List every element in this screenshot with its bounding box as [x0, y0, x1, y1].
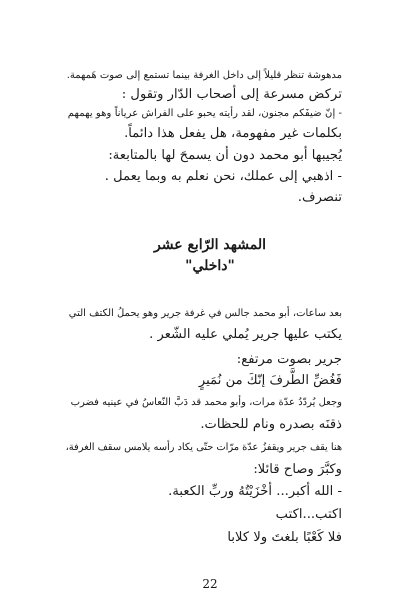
text-line: يكتب عليها جرير يُملي عليه الشّعر .	[149, 327, 342, 342]
text-line: بعد ساعات، أبو محمد جالس في غرفة جرير وهو يحملُ الكتف التي	[68, 308, 342, 319]
text-line: وكبَّرَ وصاح قائلا:	[253, 462, 342, 477]
text-line: اكتب...اكتب	[275, 507, 342, 522]
text-line: - الله أكبر... أخْزَيْتُهُ وربِّ الكعبة.	[168, 484, 342, 499]
page-number: 22	[202, 577, 218, 591]
text-line: تنصرف.	[297, 190, 342, 205]
text-line: وجعل يُردّدُ عدّة مرات، وأبو محمد قد دَبَّ النّعاسُ في عينيه فضرب	[70, 397, 342, 408]
verse-line: فلا كَعْبًا بلغتَ ولا كلابا	[227, 530, 342, 545]
text-line: - اذهبي إلى عملك، نحن نعلم به وبما يعمل .	[104, 169, 342, 184]
scene-title: المشهد الرّابع عشر	[154, 237, 266, 253]
text-line: ذقنَه بصدره ونام للحظات.	[200, 417, 342, 432]
scene-subtitle: "داخلي"	[185, 258, 235, 274]
text-line: جرير بصوت مرتفع:	[236, 352, 342, 367]
text-line: - إنّ ضيفَكم مجنون، لقد رأيته يحبو على الفراش عرياناً وهو يهمهم	[67, 108, 342, 119]
verse-line: فَغُضِّ الطَّرفَ إنّكَ من نُمَيرٍ	[198, 373, 342, 388]
text-line: يُجيبها أبو محمد دون أن يسمحَ لها بالمتابعة:	[108, 148, 342, 163]
text-line: بكلمات غير مفهومة، هل يفعل هذا دائماً.	[124, 126, 342, 141]
text-line: هنا يقف جرير ويقفزُ عدّة مرّات حتّى يكاد رأسه يلامس سقف الغرفة،	[65, 442, 342, 453]
text-line: مدهوشة تنظر قليلاً إلى داخل الغرفة بينما تستمع إلى صوت هَمهمة.	[66, 70, 342, 81]
text-line: تركض مسرعة إلى أصحاب الدّار وتقول :	[121, 87, 342, 102]
